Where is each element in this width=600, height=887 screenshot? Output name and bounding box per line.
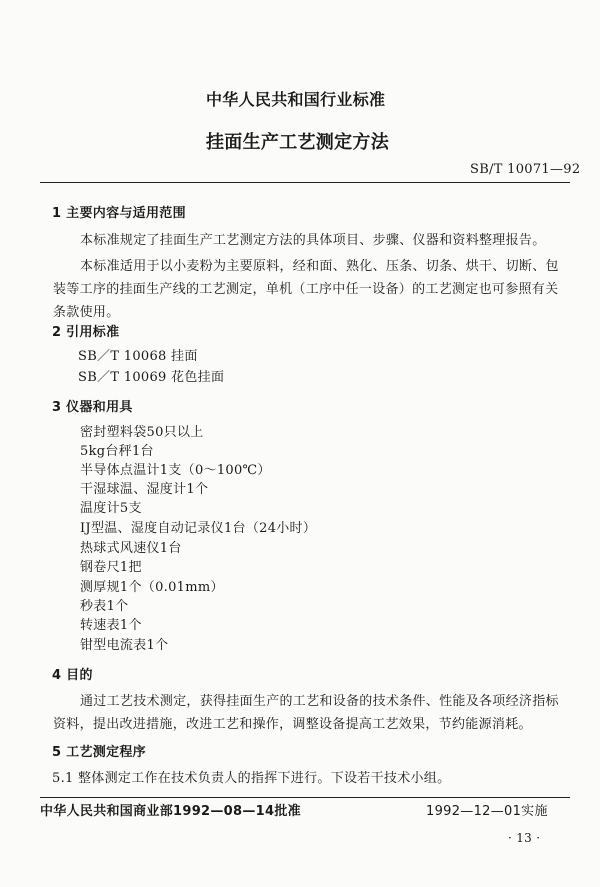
standard-code: SB/T 10071—92 (470, 162, 581, 177)
page-number: · 13 · (508, 831, 541, 845)
instrument-item: IJ型温、湿度自动记录仪1台（24小时） (80, 521, 317, 536)
instrument-item: 测厚规1个（0.01mm） (80, 580, 224, 595)
section-2-heading: 2 引用标准 (52, 325, 120, 340)
org-title: 中华人民共和国行业标准 (206, 90, 386, 109)
implementation-text: 1992—12—01实施 (426, 804, 548, 819)
instrument-item: 钢卷尺1把 (80, 560, 142, 575)
instrument-item: 转速表1个 (80, 618, 142, 633)
paragraph: 本标准适用于以小麦粉为主要原料，经和面、熟化、压条、切条、烘干、切断、包 (80, 259, 559, 274)
instrument-item: 密封塑料袋50只以上 (80, 425, 204, 440)
instrument-item: 秒表1个 (80, 599, 129, 614)
approval-text: 中华人民共和国商业部1992—08—14批准 (40, 804, 301, 819)
instrument-item: 半导体点温计1支（0～100℃） (80, 463, 271, 478)
instrument-item: 5kg台秤1台 (80, 444, 154, 459)
header-rule (40, 182, 570, 183)
footer-rule (40, 797, 570, 798)
paragraph: 资料，提出改进措施，改进工艺和操作，调整设备提高工艺效果，节约能源消耗。 (53, 717, 532, 732)
section-1-heading: 1 主要内容与适用范围 (52, 206, 186, 221)
paragraph: 条款使用。 (53, 305, 120, 320)
clause-5-1: 5.1 整体测定工作在技术负责人的指挥下进行。下设若干技术小组。 (52, 771, 451, 786)
instrument-item: 钳型电流表1个 (80, 638, 169, 653)
paragraph: 装等工序的挂面生产线的工艺测定，单机（工序中任一设备）的工艺测定也可参照有关 (53, 282, 559, 297)
paragraph: 本标准规定了挂面生产工艺测定方法的具体项目、步骤、仪器和资料整理报告。 (80, 233, 546, 248)
section-5-heading: 5 工艺测定程序 (52, 745, 146, 760)
instrument-item: 干湿球温、湿度计1个 (80, 482, 209, 497)
instrument-item: 温度计5支 (80, 501, 142, 516)
reference-item: SB／T 10068 挂面 (78, 349, 198, 364)
paragraph: 通过工艺技术测定，获得挂面生产的工艺和设备的技术条件、性能及各项经济指标 (80, 694, 559, 709)
section-4-heading: 4 目的 (52, 668, 93, 683)
instrument-item: 热球式风速仪1台 (80, 541, 182, 556)
doc-title: 挂面生产工艺测定方法 (206, 132, 389, 153)
reference-item: SB／T 10069 花色挂面 (78, 370, 225, 385)
section-3-heading: 3 仪器和用具 (52, 400, 133, 415)
